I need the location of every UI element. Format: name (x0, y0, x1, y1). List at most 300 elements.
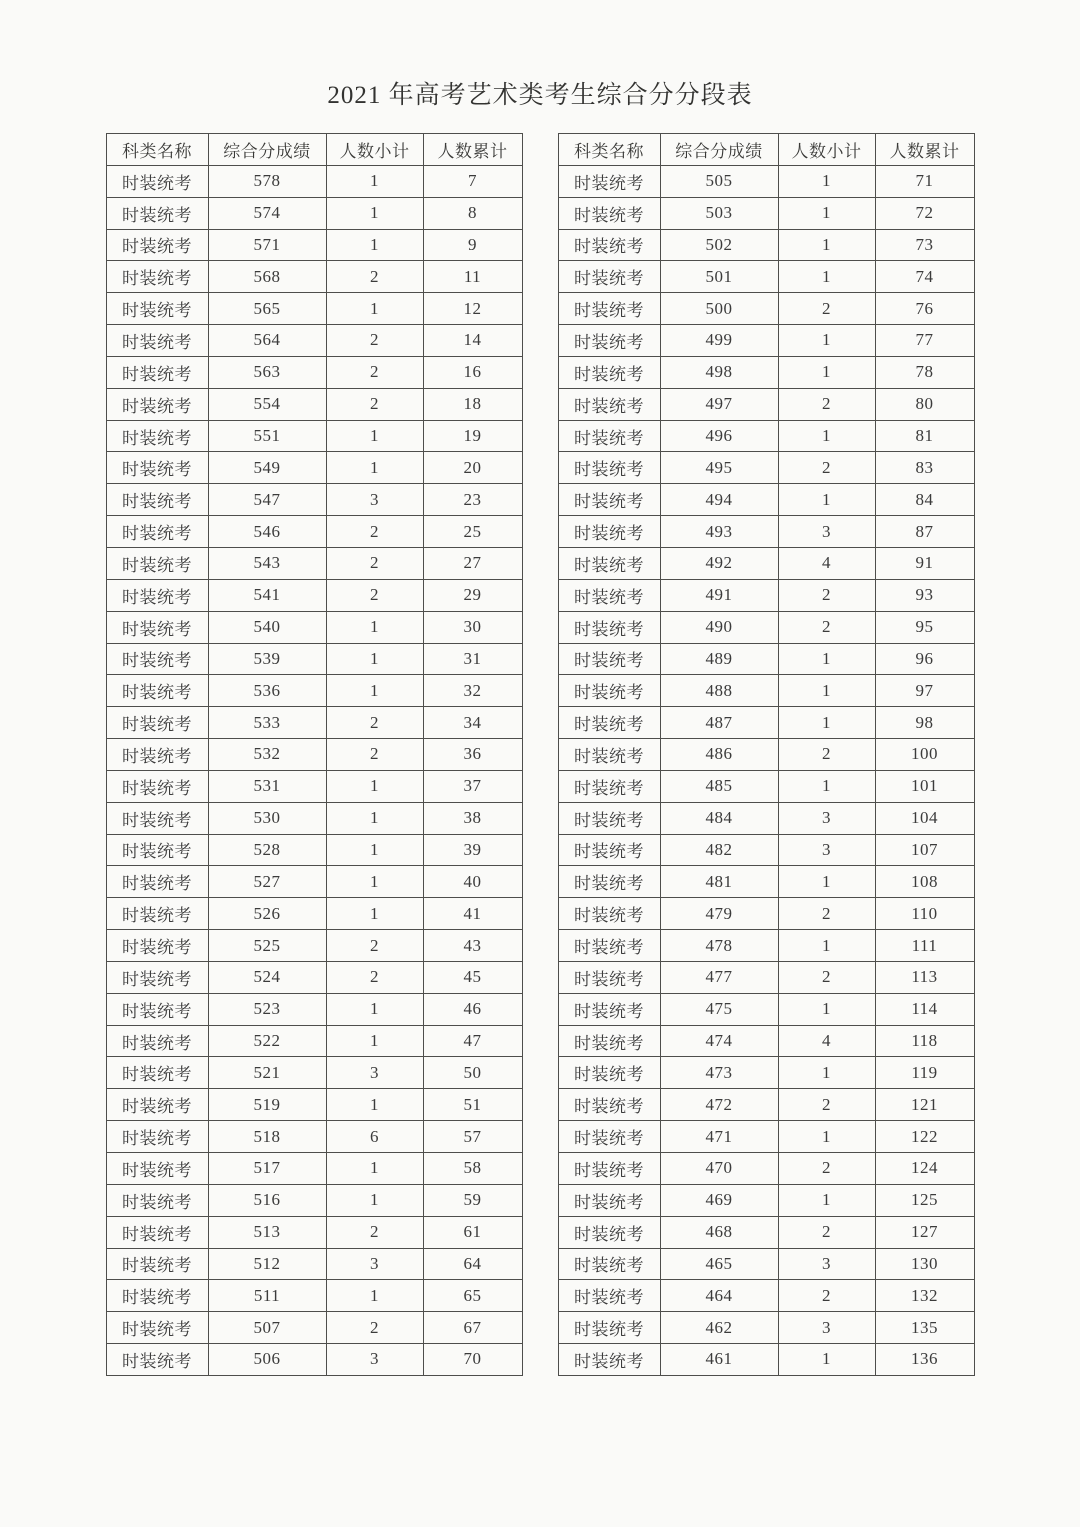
table-row (106, 898, 522, 930)
cumulative-cell: 67 (423, 1312, 522, 1344)
table-row (558, 229, 974, 261)
cumulative-cell: 130 (875, 1248, 974, 1280)
category-cell: 时装统考 (106, 675, 208, 707)
cumulative-cell: 36 (423, 739, 522, 771)
count-cell: 2 (326, 930, 423, 962)
category-cell: 时装统考 (106, 197, 208, 229)
count-cell: 1 (326, 452, 423, 484)
table-row (106, 388, 522, 420)
score-cell: 571 (208, 229, 326, 261)
count-cell: 1 (778, 325, 875, 357)
category-cell: 时装统考 (106, 898, 208, 930)
count-cell: 1 (326, 643, 423, 675)
cumulative-cell: 76 (875, 293, 974, 325)
category-cell: 时装统考 (558, 229, 660, 261)
category-cell: 时装统考 (558, 866, 660, 898)
score-cell: 524 (208, 961, 326, 993)
count-cell: 1 (326, 1089, 423, 1121)
cumulative-cell: 93 (875, 579, 974, 611)
category-cell: 时装统考 (558, 834, 660, 866)
table-row (106, 866, 522, 898)
category-cell: 时装统考 (106, 993, 208, 1025)
count-cell: 2 (326, 388, 423, 420)
count-cell: 4 (778, 1025, 875, 1057)
category-cell: 时装统考 (558, 707, 660, 739)
category-cell: 时装统考 (558, 1153, 660, 1185)
score-cell: 506 (208, 1344, 326, 1376)
category-cell: 时装统考 (558, 1025, 660, 1057)
count-cell: 6 (326, 1121, 423, 1153)
count-cell: 2 (326, 325, 423, 357)
table-row (558, 547, 974, 579)
score-cell: 507 (208, 1312, 326, 1344)
cumulative-cell: 43 (423, 930, 522, 962)
score-cell: 473 (660, 1057, 778, 1089)
count-cell: 1 (326, 1184, 423, 1216)
cumulative-cell: 14 (423, 325, 522, 357)
score-cell: 496 (660, 420, 778, 452)
count-cell: 1 (326, 802, 423, 834)
score-cell: 519 (208, 1089, 326, 1121)
cumulative-cell: 50 (423, 1057, 522, 1089)
score-cell: 526 (208, 898, 326, 930)
page-title: 2021 年高考艺术类考生综合分分段表 (327, 82, 753, 109)
category-cell: 时装统考 (106, 420, 208, 452)
category-cell: 时装统考 (106, 1248, 208, 1280)
cumulative-cell: 121 (875, 1089, 974, 1121)
score-cell: 498 (660, 356, 778, 388)
cumulative-cell: 39 (423, 834, 522, 866)
category-cell: 时装统考 (558, 770, 660, 802)
count-cell: 1 (326, 197, 423, 229)
table-row (558, 770, 974, 802)
category-cell: 时装统考 (106, 1280, 208, 1312)
table-row (558, 420, 974, 452)
table-row (106, 1153, 522, 1185)
cumulative-cell: 41 (423, 898, 522, 930)
category-cell: 时装统考 (106, 1089, 208, 1121)
table-row (106, 1344, 522, 1376)
count-cell: 2 (326, 356, 423, 388)
count-cell: 1 (326, 229, 423, 261)
category-cell: 时装统考 (558, 165, 660, 197)
count-cell: 1 (778, 675, 875, 707)
category-cell: 时装统考 (106, 1312, 208, 1344)
cumulative-cell: 98 (875, 707, 974, 739)
count-cell: 1 (326, 1153, 423, 1185)
cumulative-cell: 136 (875, 1344, 974, 1376)
table-row (558, 1248, 974, 1280)
table-row (558, 388, 974, 420)
table-row (106, 325, 522, 357)
score-cell: 502 (660, 229, 778, 261)
table-row (106, 261, 522, 293)
table-row (106, 770, 522, 802)
table-row (558, 1089, 974, 1121)
category-cell: 时装统考 (558, 1121, 660, 1153)
cumulative-cell: 107 (875, 834, 974, 866)
score-cell: 487 (660, 707, 778, 739)
count-cell: 1 (326, 770, 423, 802)
category-cell: 时装统考 (106, 229, 208, 261)
column-header: 人数小计 (326, 134, 423, 166)
cumulative-cell: 38 (423, 802, 522, 834)
cumulative-cell: 34 (423, 707, 522, 739)
count-cell: 2 (778, 388, 875, 420)
cumulative-cell: 11 (423, 261, 522, 293)
score-cell: 522 (208, 1025, 326, 1057)
count-cell: 3 (778, 1248, 875, 1280)
category-cell: 时装统考 (106, 1153, 208, 1185)
category-cell: 时装统考 (558, 516, 660, 548)
table-row (106, 643, 522, 675)
count-cell: 2 (778, 579, 875, 611)
category-cell: 时装统考 (106, 1184, 208, 1216)
category-cell: 时装统考 (558, 261, 660, 293)
score-cell: 469 (660, 1184, 778, 1216)
cumulative-cell: 113 (875, 961, 974, 993)
cumulative-cell: 72 (875, 197, 974, 229)
cumulative-cell: 91 (875, 547, 974, 579)
category-cell: 时装统考 (558, 1057, 660, 1089)
score-cell: 563 (208, 356, 326, 388)
table-row (558, 1216, 974, 1248)
table-row (106, 611, 522, 643)
table-row (558, 707, 974, 739)
cumulative-cell: 40 (423, 866, 522, 898)
score-cell: 521 (208, 1057, 326, 1089)
category-cell: 时装统考 (106, 802, 208, 834)
column-header: 人数累计 (423, 134, 522, 166)
cumulative-cell: 122 (875, 1121, 974, 1153)
count-cell: 1 (778, 261, 875, 293)
count-cell: 2 (326, 1312, 423, 1344)
score-cell: 493 (660, 516, 778, 548)
count-cell: 3 (326, 1344, 423, 1376)
table-row (106, 834, 522, 866)
score-cell: 531 (208, 770, 326, 802)
score-cell: 501 (660, 261, 778, 293)
count-cell: 4 (778, 547, 875, 579)
category-cell: 时装统考 (558, 1312, 660, 1344)
category-cell: 时装统考 (106, 770, 208, 802)
cumulative-cell: 51 (423, 1089, 522, 1121)
table-row (558, 643, 974, 675)
table-row (106, 516, 522, 548)
category-cell: 时装统考 (558, 547, 660, 579)
cumulative-cell: 61 (423, 1216, 522, 1248)
cumulative-cell: 23 (423, 484, 522, 516)
category-cell: 时装统考 (106, 611, 208, 643)
table-row (106, 165, 522, 197)
cumulative-cell: 7 (423, 165, 522, 197)
score-cell: 503 (660, 197, 778, 229)
score-cell: 543 (208, 547, 326, 579)
category-cell: 时装统考 (558, 993, 660, 1025)
cumulative-cell: 65 (423, 1280, 522, 1312)
cumulative-cell: 59 (423, 1184, 522, 1216)
count-cell: 2 (778, 739, 875, 771)
cumulative-cell: 78 (875, 356, 974, 388)
cumulative-cell: 20 (423, 452, 522, 484)
category-cell: 时装统考 (558, 1216, 660, 1248)
category-cell: 时装统考 (558, 739, 660, 771)
category-cell: 时装统考 (106, 1057, 208, 1089)
cumulative-cell: 101 (875, 770, 974, 802)
count-cell: 2 (778, 1089, 875, 1121)
cumulative-cell: 118 (875, 1025, 974, 1057)
count-cell: 2 (778, 898, 875, 930)
cumulative-cell: 81 (875, 420, 974, 452)
cumulative-cell: 74 (875, 261, 974, 293)
score-cell: 517 (208, 1153, 326, 1185)
score-cell: 479 (660, 898, 778, 930)
table-row (558, 165, 974, 197)
table-row (106, 293, 522, 325)
cumulative-cell: 125 (875, 1184, 974, 1216)
count-cell: 1 (326, 1025, 423, 1057)
category-cell: 时装统考 (558, 484, 660, 516)
count-cell: 1 (778, 356, 875, 388)
score-cell: 523 (208, 993, 326, 1025)
category-cell: 时装统考 (106, 452, 208, 484)
count-cell: 1 (326, 866, 423, 898)
category-cell: 时装统考 (558, 898, 660, 930)
count-cell: 1 (326, 993, 423, 1025)
score-cell: 494 (660, 484, 778, 516)
cumulative-cell: 87 (875, 516, 974, 548)
score-cell: 492 (660, 547, 778, 579)
category-cell: 时装统考 (558, 452, 660, 484)
count-cell: 2 (326, 707, 423, 739)
count-cell: 2 (326, 1216, 423, 1248)
table-row (106, 739, 522, 771)
table-row (558, 356, 974, 388)
table-row (106, 1057, 522, 1089)
category-cell: 时装统考 (558, 197, 660, 229)
table-row (106, 1312, 522, 1344)
category-cell: 时装统考 (558, 1248, 660, 1280)
cumulative-cell: 80 (875, 388, 974, 420)
cumulative-cell: 100 (875, 739, 974, 771)
table-row (106, 1089, 522, 1121)
count-cell: 3 (778, 834, 875, 866)
cumulative-cell: 127 (875, 1216, 974, 1248)
column-header: 人数累计 (875, 134, 974, 166)
cumulative-cell: 57 (423, 1121, 522, 1153)
score-cell: 462 (660, 1312, 778, 1344)
score-cell: 461 (660, 1344, 778, 1376)
count-cell: 2 (778, 1216, 875, 1248)
count-cell: 2 (326, 547, 423, 579)
count-cell: 2 (326, 516, 423, 548)
score-cell: 546 (208, 516, 326, 548)
count-cell: 2 (326, 261, 423, 293)
score-cell: 518 (208, 1121, 326, 1153)
table-row (106, 452, 522, 484)
table-row (106, 229, 522, 261)
table-row (558, 579, 974, 611)
column-header: 综合分成绩 (660, 134, 778, 166)
score-cell: 489 (660, 643, 778, 675)
table-row (106, 707, 522, 739)
table-row (558, 261, 974, 293)
category-cell: 时装统考 (558, 388, 660, 420)
cumulative-cell: 73 (875, 229, 974, 261)
table-row (558, 802, 974, 834)
score-cell: 464 (660, 1280, 778, 1312)
count-cell: 1 (778, 1121, 875, 1153)
score-table-left (106, 133, 523, 1376)
table-row (106, 356, 522, 388)
count-cell: 3 (326, 1248, 423, 1280)
count-cell: 2 (778, 293, 875, 325)
category-cell: 时装统考 (106, 325, 208, 357)
table-row (558, 993, 974, 1025)
cumulative-cell: 37 (423, 770, 522, 802)
category-cell: 时装统考 (558, 579, 660, 611)
table-row (558, 484, 974, 516)
cumulative-cell: 58 (423, 1153, 522, 1185)
score-cell: 485 (660, 770, 778, 802)
score-cell: 533 (208, 707, 326, 739)
category-cell: 时装统考 (106, 707, 208, 739)
category-cell: 时装统考 (106, 866, 208, 898)
score-cell: 497 (660, 388, 778, 420)
table-row (106, 197, 522, 229)
table-row (106, 675, 522, 707)
count-cell: 1 (778, 1344, 875, 1376)
category-cell: 时装统考 (558, 1280, 660, 1312)
category-cell: 时装统考 (106, 1216, 208, 1248)
score-cell: 486 (660, 739, 778, 771)
score-cell: 525 (208, 930, 326, 962)
count-cell: 3 (326, 1057, 423, 1089)
category-cell: 时装统考 (106, 388, 208, 420)
cumulative-cell: 25 (423, 516, 522, 548)
score-cell: 564 (208, 325, 326, 357)
cumulative-cell: 97 (875, 675, 974, 707)
category-cell: 时装统考 (558, 802, 660, 834)
cumulative-cell: 18 (423, 388, 522, 420)
count-cell: 1 (778, 770, 875, 802)
count-cell: 1 (778, 484, 875, 516)
count-cell: 1 (778, 993, 875, 1025)
table-row (558, 1025, 974, 1057)
count-cell: 1 (326, 834, 423, 866)
column-header: 科类名称 (558, 134, 660, 166)
score-cell: 470 (660, 1153, 778, 1185)
table-row (106, 961, 522, 993)
category-cell: 时装统考 (106, 484, 208, 516)
score-cell: 500 (660, 293, 778, 325)
score-cell: 488 (660, 675, 778, 707)
cumulative-cell: 70 (423, 1344, 522, 1376)
category-cell: 时装统考 (558, 356, 660, 388)
count-cell: 1 (778, 1184, 875, 1216)
score-cell: 495 (660, 452, 778, 484)
count-cell: 2 (326, 961, 423, 993)
table-row (558, 930, 974, 962)
score-cell: 549 (208, 452, 326, 484)
category-cell: 时装统考 (106, 547, 208, 579)
table-row (106, 1025, 522, 1057)
score-cell: 528 (208, 834, 326, 866)
cumulative-cell: 12 (423, 293, 522, 325)
table-row (558, 866, 974, 898)
score-cell: 541 (208, 579, 326, 611)
count-cell: 1 (326, 898, 423, 930)
score-cell: 491 (660, 579, 778, 611)
score-cell: 578 (208, 165, 326, 197)
count-cell: 1 (326, 420, 423, 452)
cumulative-cell: 30 (423, 611, 522, 643)
score-cell: 465 (660, 1248, 778, 1280)
category-cell: 时装统考 (558, 675, 660, 707)
score-cell: 516 (208, 1184, 326, 1216)
count-cell: 1 (778, 643, 875, 675)
category-cell: 时装统考 (106, 1121, 208, 1153)
cumulative-cell: 114 (875, 993, 974, 1025)
count-cell: 1 (778, 930, 875, 962)
score-cell: 505 (660, 165, 778, 197)
cumulative-cell: 132 (875, 1280, 974, 1312)
cumulative-cell: 95 (875, 611, 974, 643)
category-cell: 时装统考 (558, 1344, 660, 1376)
score-cell: 490 (660, 611, 778, 643)
category-cell: 时装统考 (106, 356, 208, 388)
score-cell: 530 (208, 802, 326, 834)
category-cell: 时装统考 (106, 1025, 208, 1057)
score-cell: 547 (208, 484, 326, 516)
cumulative-cell: 29 (423, 579, 522, 611)
category-cell: 时装统考 (558, 420, 660, 452)
table-row (558, 516, 974, 548)
cumulative-cell: 46 (423, 993, 522, 1025)
count-cell: 2 (778, 1153, 875, 1185)
table-row (558, 898, 974, 930)
count-cell: 1 (778, 1057, 875, 1089)
table-row (106, 579, 522, 611)
cumulative-cell: 111 (875, 930, 974, 962)
table-row (106, 1216, 522, 1248)
table-row (558, 611, 974, 643)
category-cell: 时装统考 (106, 165, 208, 197)
header-row (558, 134, 974, 166)
score-table-right (558, 133, 975, 1376)
category-cell: 时装统考 (106, 961, 208, 993)
category-cell: 时装统考 (558, 325, 660, 357)
category-cell: 时装统考 (106, 643, 208, 675)
cumulative-cell: 84 (875, 484, 974, 516)
table-row (558, 1312, 974, 1344)
table-row (106, 1248, 522, 1280)
count-cell: 2 (778, 452, 875, 484)
score-cell: 482 (660, 834, 778, 866)
score-cell: 565 (208, 293, 326, 325)
count-cell: 3 (778, 802, 875, 834)
count-cell: 1 (778, 707, 875, 739)
count-cell: 1 (326, 165, 423, 197)
cumulative-cell: 27 (423, 547, 522, 579)
score-cell: 477 (660, 961, 778, 993)
score-cell: 513 (208, 1216, 326, 1248)
score-cell: 472 (660, 1089, 778, 1121)
table-row (106, 484, 522, 516)
column-header: 科类名称 (106, 134, 208, 166)
count-cell: 2 (778, 611, 875, 643)
count-cell: 1 (778, 229, 875, 261)
